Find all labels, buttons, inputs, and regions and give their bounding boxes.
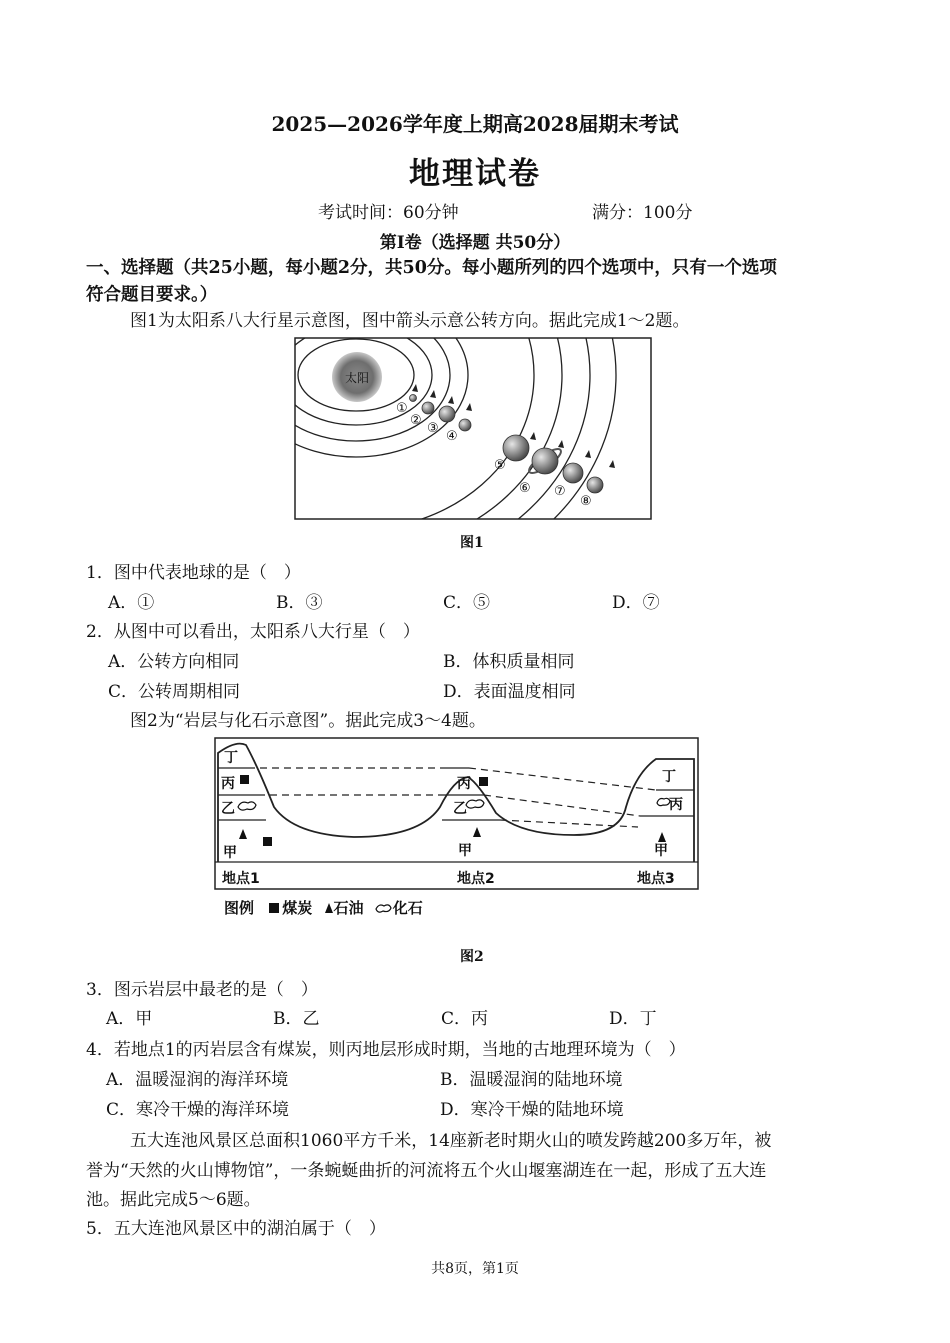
part-title: 第I卷（选择题 共50分） — [379, 233, 571, 253]
question-3-option-c: C．丙 — [441, 1009, 489, 1029]
sun-label: 太阳 — [344, 371, 370, 385]
question-4-option-c: C．寒冷干燥的海洋环境 — [106, 1100, 290, 1120]
figure2-legend — [224, 897, 423, 918]
planet-2 — [422, 402, 434, 414]
figure1-intro: 图1为太阳系八大行星示意图，图中箭头示意公转方向。据此完成1～2题。 — [130, 311, 690, 331]
site2-label-bing: 丙 — [457, 776, 471, 792]
planet-5 — [503, 435, 529, 461]
page-footer: 共8页，第1页 — [431, 1261, 519, 1277]
legend-title: 图例 — [224, 899, 255, 917]
question-1-option-d: D．⑦ — [612, 593, 660, 613]
planet-8 — [587, 477, 603, 493]
figure2-caption: 图2 — [460, 949, 484, 965]
planet-label-8: ⑧ — [580, 494, 592, 509]
planet-label-6: ⑥ — [519, 481, 531, 496]
legend-fossil-icon — [375, 903, 393, 913]
exam-time: 考试时间：60分钟 — [318, 203, 459, 223]
figure2-intro: 图2为“岩层与化石示意图”。据此完成3～4题。 — [130, 711, 486, 731]
question-2-option-c: C．公转周期相同 — [108, 682, 241, 702]
passage-line3: 池。据此完成5～6题。 — [86, 1190, 261, 1210]
question-2-stem: 2．从图中可以看出，太阳系八大行星（ ） — [86, 622, 420, 642]
subject-title: 地理试卷 — [409, 156, 541, 192]
coal-symbol — [479, 777, 488, 786]
question-4-option-b: B．温暖湿润的陆地环境 — [440, 1070, 623, 1090]
question-1-option-a: A．① — [108, 593, 155, 613]
planet-7 — [563, 463, 583, 483]
site2-label-yi: 乙 — [453, 801, 467, 817]
legend-oil-label: 石油 — [333, 899, 364, 917]
question-3-option-d: D．丁 — [609, 1009, 657, 1029]
full-score: 满分：100分 — [592, 203, 693, 223]
question-4-option-a: A．温暖湿润的海洋环境 — [106, 1070, 289, 1090]
planet-4 — [459, 419, 471, 431]
legend-coal-label: 煤炭 — [282, 899, 313, 917]
question-5-stem: 5．五大连池风景区中的湖泊属于（ ） — [86, 1219, 386, 1239]
site1-label-jia: 甲 — [223, 845, 237, 861]
question-3-stem: 3．图示岩层中最老的是（ ） — [86, 980, 318, 1000]
legend-coal-icon — [269, 903, 279, 913]
passage-line1: 五大连池风景区总面积1060平方千米，14座新老时期火山的喷发跨越200多万年，被 — [130, 1131, 772, 1151]
passage-line2: 誉为“天然的火山博物馆”，一条蜿蜒曲折的河流将五个火山堰塞湖连在一起，形成了五大连 — [86, 1161, 767, 1181]
section-heading-line2: 符合题目要求。） — [86, 285, 218, 305]
planet-1 — [410, 395, 417, 402]
section-heading-line1: 一、选择题（共25小题，每小题2分，共50分。每小题所列的四个选项中，只有一个选项 — [86, 258, 777, 278]
legend-oil-icon — [324, 902, 334, 914]
coal-symbol — [240, 775, 249, 784]
planet-label-3: ③ — [427, 421, 439, 436]
question-4-option-d: D．寒冷干燥的陆地环境 — [440, 1100, 624, 1120]
site2-label-jia: 甲 — [458, 843, 472, 859]
question-3-option-a: A．甲 — [106, 1009, 153, 1029]
site1-label-yi: 乙 — [221, 801, 235, 817]
site-2-label: 地点2 — [457, 871, 495, 887]
question-2-option-a: A．公转方向相同 — [108, 652, 240, 672]
planet-label-1: ① — [396, 401, 408, 416]
question-2-option-d: D．表面温度相同 — [443, 682, 576, 702]
planet-3 — [439, 406, 455, 422]
question-4-stem: 4．若地点1的丙岩层含有煤炭，则丙地层形成时期，当地的古地理环境为（ ） — [86, 1040, 686, 1060]
question-1-option-c: C．⑤ — [443, 593, 491, 613]
question-1-stem: 1．图中代表地球的是（ ） — [86, 563, 301, 583]
site3-label-bing: 丙 — [669, 797, 683, 813]
exam-title: 2025—2026学年度上期高2028届期末考试 — [271, 112, 679, 136]
planet-label-5: ⑤ — [494, 458, 506, 473]
legend-fossil-label: 化石 — [392, 899, 423, 917]
figure1-caption: 图1 — [460, 535, 484, 551]
question-2-option-b: B．体积质量相同 — [443, 652, 575, 672]
figure1-solar-system — [294, 337, 652, 520]
site1-label-ding: 丁 — [224, 750, 238, 766]
site-1-label: 地点1 — [222, 871, 260, 887]
question-3-option-b: B．乙 — [273, 1009, 320, 1029]
site-3-label: 地点3 — [637, 871, 675, 887]
figure2-rock-layers — [214, 737, 700, 891]
planet-label-4: ④ — [446, 429, 458, 444]
planet-6 — [532, 448, 558, 474]
planet-label-7: ⑦ — [554, 484, 566, 499]
site3-label-jia: 甲 — [654, 843, 668, 859]
coal-symbol — [263, 837, 272, 846]
site1-label-bing: 丙 — [221, 776, 235, 792]
question-1-option-b: B．③ — [276, 593, 323, 613]
site3-label-ding: 丁 — [662, 769, 676, 785]
planet-label-2: ② — [410, 413, 422, 428]
